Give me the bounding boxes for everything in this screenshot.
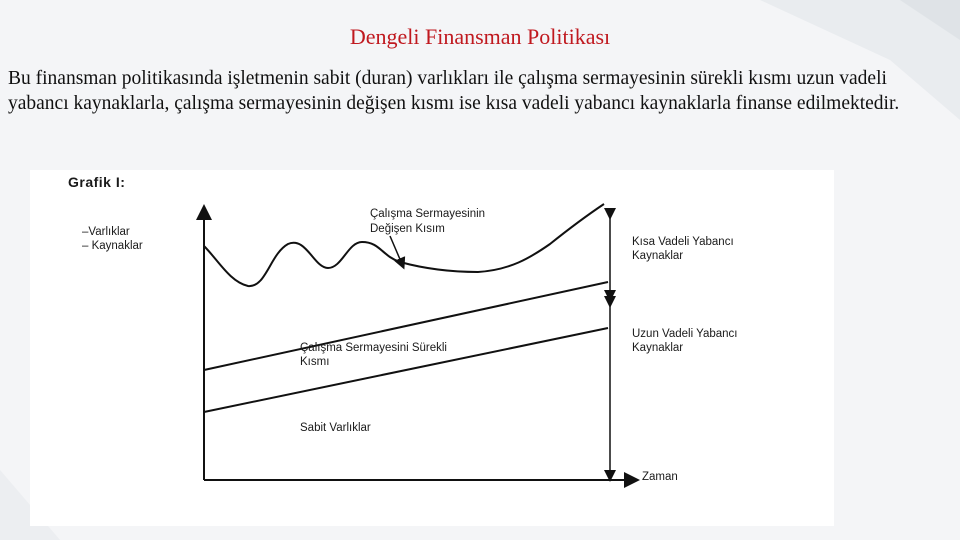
slide-title: Dengeli Finansman Politikası	[349, 24, 611, 49]
label-wc-permanent-line2: Kısmı	[300, 356, 330, 368]
label-wc-permanent-line1: Çalışma Sermayesini Sürekli	[300, 342, 447, 354]
financing-policy-figure	[30, 170, 834, 526]
label-time-axis: Zaman	[642, 471, 678, 483]
label-long-term-line1: Uzun Vadeli Yabancı	[632, 328, 738, 340]
label-wc-variable-line1: Çalışma Sermayesinin	[370, 208, 486, 220]
label-long-term-line2: Kaynaklar	[632, 342, 684, 354]
legend-sources: – Kaynaklar	[82, 240, 143, 252]
fixed-assets-line	[204, 328, 608, 412]
figure-title: Grafik I:	[68, 174, 126, 190]
label-wc-variable-line2: Değişen Kısım	[370, 223, 445, 235]
permanent-wc-line	[204, 282, 608, 370]
label-short-term-line1: Kısa Vadeli Yabancı	[632, 236, 734, 248]
slide-body-text: Bu finansman politikasında işletmenin sabit (duran) varlıkları ile çalışma sermayesinin sürekli kısmı uzun vadeli yabancı kaynaklarla, çalışma sermayesinin değişen kısmı ise kısa vadeli yabancı kaynaklarla finanse edilmektedir.	[8, 68, 900, 114]
label-short-term-line2: Kaynaklar	[632, 250, 684, 262]
label-fixed-assets: Sabit Varlıklar	[300, 422, 371, 434]
legend-assets: –Varlıklar	[82, 226, 130, 238]
